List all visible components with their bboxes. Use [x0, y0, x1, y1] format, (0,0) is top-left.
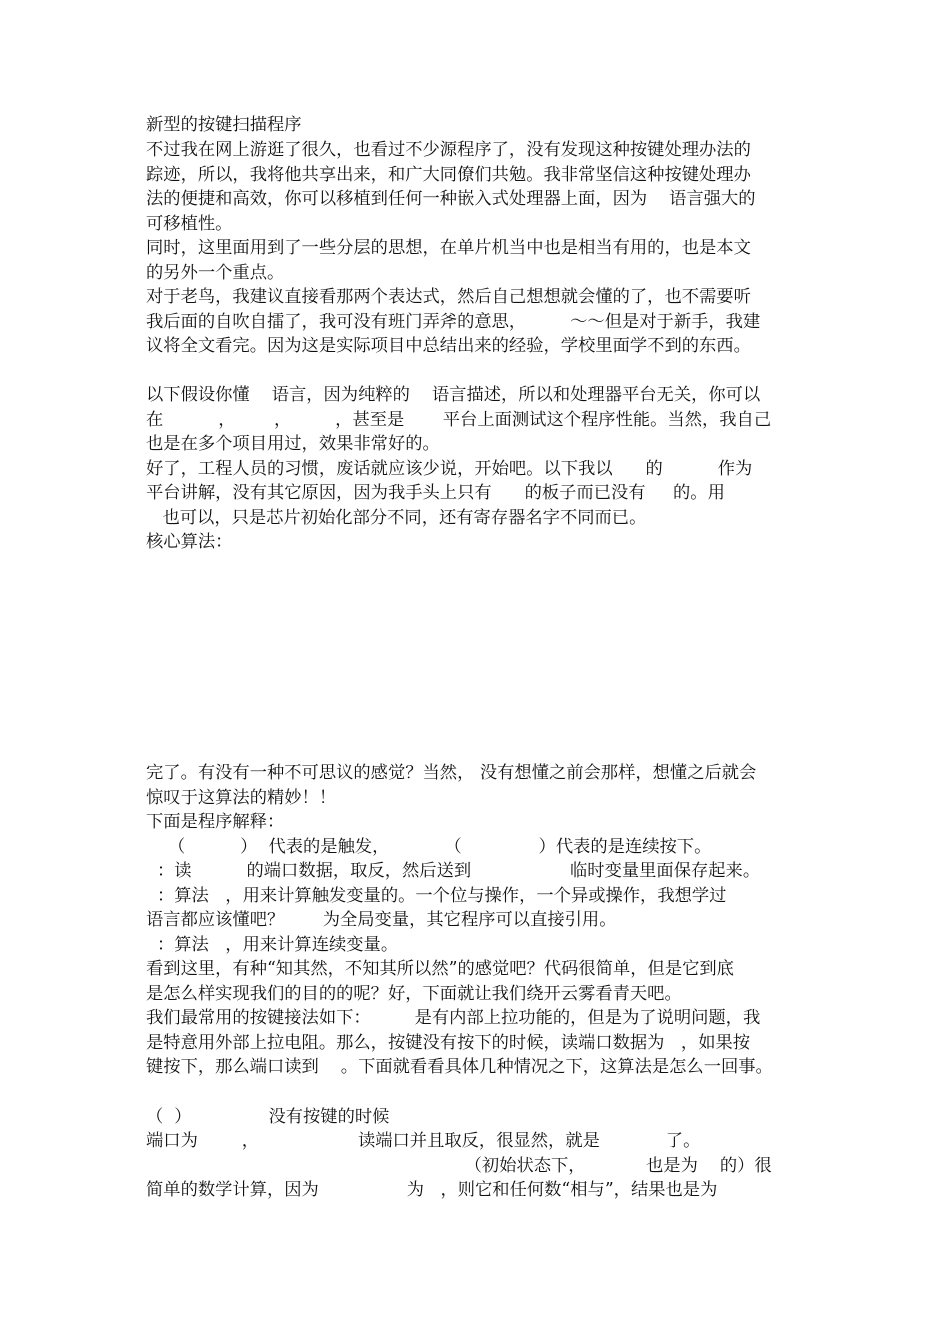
- text-line: （ ） 代表的是触发， （ ）代表的是连续按下。: [146, 837, 712, 857]
- text-line: （ ） 没有按键的时候: [146, 1107, 390, 1127]
- text-line: 语言都应该懂吧？ 为全局变量，其它程序可以直接引用。: [146, 910, 617, 930]
- text-line: 同时，这里面用到了一些分层的思想，在单片机当中也是相当有用的，也是本文: [146, 238, 751, 258]
- text-line: 好了，工程人员的习惯，废话就应该少说，开始吧。以下我以 的 作为: [146, 459, 753, 479]
- text-line: 也可以，只是芯片初始化部分不同，还有寄存器名字不同而已。: [146, 508, 647, 528]
- text-line: 的另外一个重点。: [146, 263, 285, 283]
- text-line: ：读 的端口数据，取反，然后送到 临时变量里面保存起来。: [146, 861, 761, 881]
- text-line: 端口为 ， 读端口并且取反，很显然，就是 了。: [146, 1131, 701, 1151]
- text-line: 惊叹于这算法的精妙！！: [146, 788, 337, 808]
- text-line: 对于老鸟，我建议直接看那两个表达式，然后自己想想就会懂的了，也不需要听: [146, 287, 751, 307]
- text-line: 下面是程序解释：: [146, 812, 285, 832]
- text-line: 不过我在网上游逛了很久，也看过不少源程序了，没有发现这种按键处理办法的: [146, 140, 751, 160]
- section-heading: 核心算法：: [146, 532, 233, 552]
- text-line: （初始状态下， 也是为 的）很: [146, 1156, 772, 1176]
- text-line: 平台讲解，没有其它原因，因为我手头上只有 的板子而已没有 的。用: [146, 483, 725, 503]
- text-line: 我们最常用的按键接法如下： 是有内部上拉功能的，但是为了说明问题，我: [146, 1008, 761, 1028]
- text-line: 完了。有没有一种不可思议的感觉？当然， 没有想懂之前会那样，想懂之后就会: [146, 763, 757, 783]
- text-line: 也是在多个项目用过，效果非常好的。: [146, 434, 440, 454]
- text-line: 简单的数学计算，因为 为 ，则它和任何数“相与”，结果也是为: [146, 1180, 718, 1200]
- text-line: 看到这里，有种“知其然，不知其所以然”的感觉吧？代码很简单，但是它到底: [146, 959, 734, 979]
- document-title: 新型的按键扫描程序: [146, 115, 302, 135]
- text-line: ：算法 ，用来计算连续变量。: [146, 935, 399, 955]
- text-line: 议将全文看完。因为这是实际项目中总结出来的经验，学校里面学不到的东西。: [146, 336, 751, 356]
- text-line: 键按下，那么端口读到 。下面就看看具体几种情况之下，这算法是怎么一回事。: [146, 1057, 773, 1077]
- text-line: 是怎么样实现我们的目的的呢？好，下面就让我们绕开云雾看青天吧。: [146, 984, 682, 1004]
- text-line: 我后面的自吹自擂了，我可没有班门弄斧的意思， ～～但是对于新手，我建: [146, 312, 761, 332]
- text-line: ：算法 ，用来计算触发变量的。一个位与操作，一个异或操作，我想学过: [146, 886, 727, 906]
- text-line: 以下假设你懂 语言，因为纯粹的 语言描述，所以和处理器平台无关，你可以: [146, 385, 761, 405]
- text-line: 可移植性。: [146, 214, 233, 234]
- text-line: 是特意用外部上拉电阻。那么，按键没有按下的时候，读端口数据为 ，如果按: [146, 1033, 751, 1053]
- text-line: 踪迹，所以，我将他共享出来，和广大同僚们共勉。我非常坚信这种按键处理办: [146, 165, 751, 185]
- text-line: 在 ， ， ，甚至是 平台上面测试这个程序性能。当然，我自己: [146, 410, 772, 430]
- text-line: 法的便捷和高效，你可以移植到任何一种嵌入式处理器上面，因为 语言强大的: [146, 189, 756, 209]
